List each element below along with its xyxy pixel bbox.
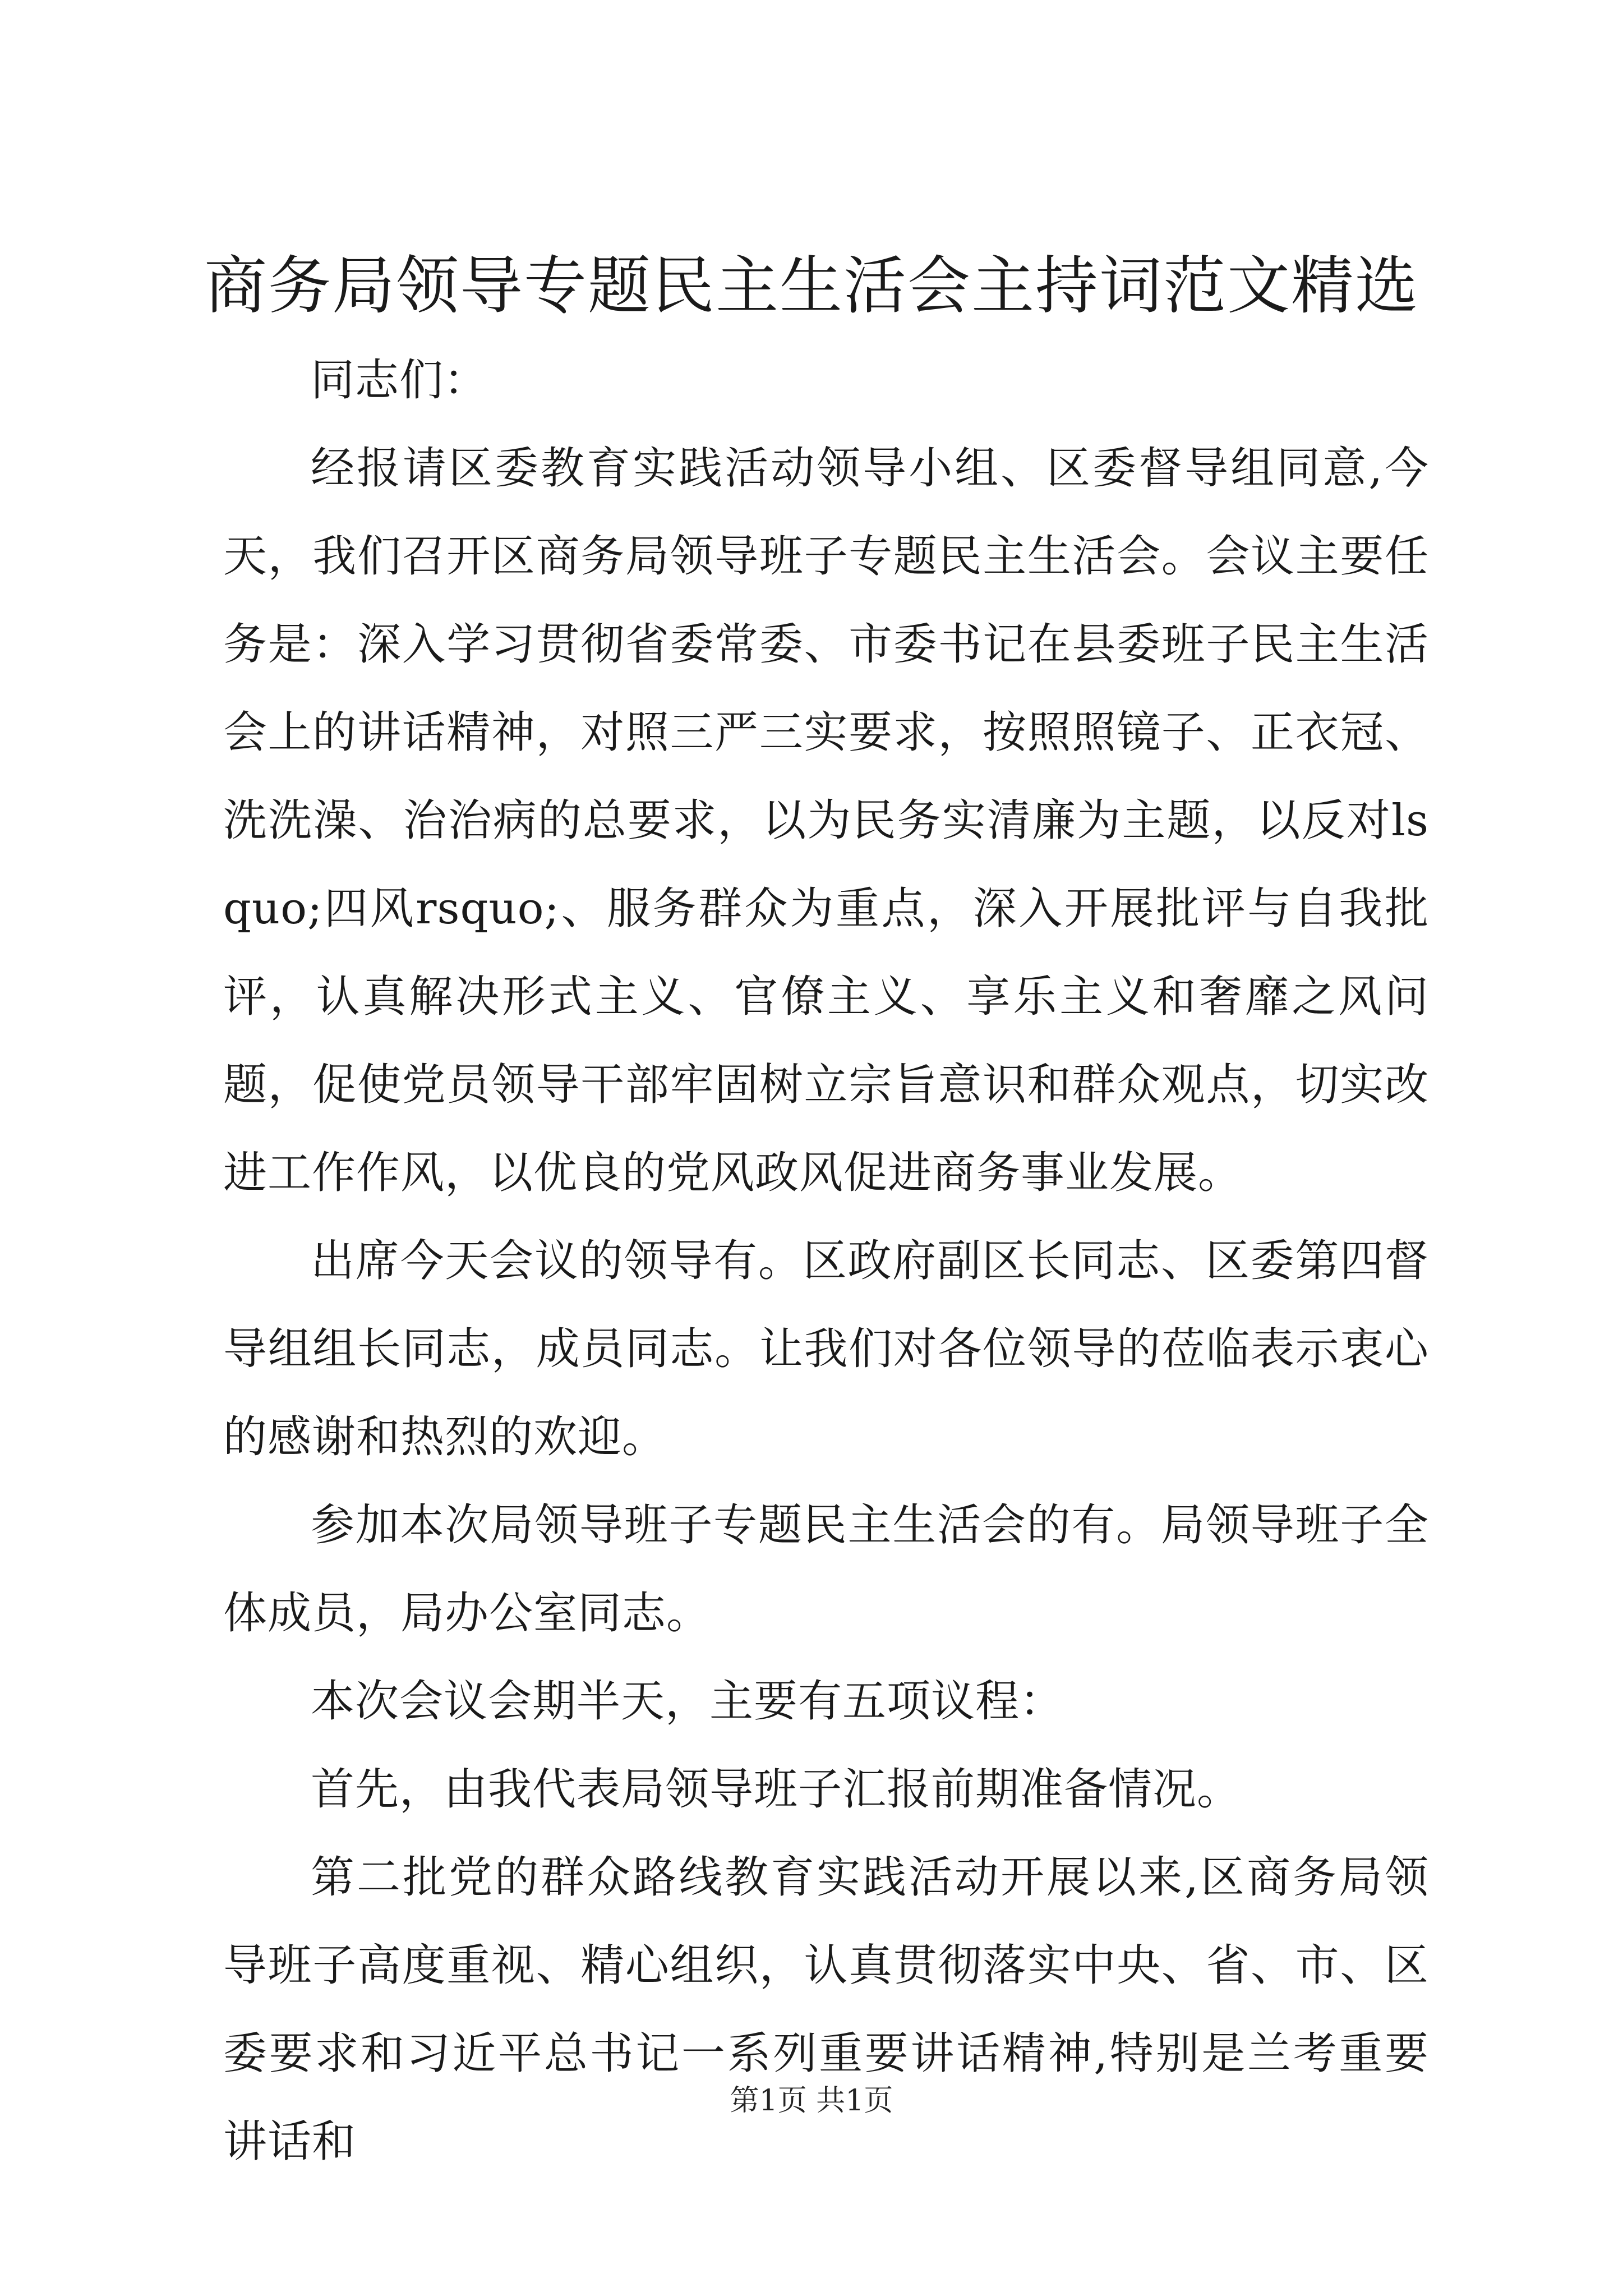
body-paragraph: 参加本次局领导班子专题民主生活会的有。局领导班子全体成员，局办公室同志。 [223, 1500, 1429, 1639]
body-paragraph: 经报请区委教育实践活动领导小组、区委督导组同意,今天，我们召开区商务局领导班子专题民主生活会。会议主要任务是：深入学习贯彻省委常委、市委书记在县委班子民主生活会上的讲话精神，对照三严三实要求，按照照镜子、正衣冠、洗洗澡、治治病的总要求，以为民务实清廉为主题，以反对lsquo;四风rsquo;、服务群众为重点，深入开展批评与自我批评，认真解决形式主义、官僚主义、享乐主义和奢靡之风问题，促使党员领导干部牢固树立宗旨意识和群众观点，切实改进工作作风，以优良的党风政风促进商务事业发展。 [223, 443, 1429, 1198]
body-paragraph: 本次会议会期半天，主要有五项议程： [311, 1676, 1064, 1727]
salutation-paragraph: 同志们： [311, 355, 488, 406]
document-title: 商务局领导专题民主生活会主持词范文精选 [204, 250, 1419, 323]
body-paragraph: 出席今天会议的领导有。区政府副区长同志、区委第四督导组组长同志，成员同志。让我们对各位领导的莅临表示衷心的感谢和热烈的欢迎。 [223, 1236, 1429, 1462]
body-paragraph: 第二批党的群众路线教育实践活动开展以来,区商务局领导班子高度重视、精心组织，认真贯彻落实中央、省、市、区委要求和习近平总书记一系列重要讲话精神,特别是兰考重要讲话和 [223, 1852, 1429, 2167]
body-paragraph: 首先，由我代表局领导班子汇报前期准备情况。 [311, 1764, 1242, 1815]
document-body [223, 337, 1429, 2186]
page-number-footer: 第1页 共1页 [730, 2084, 893, 2118]
